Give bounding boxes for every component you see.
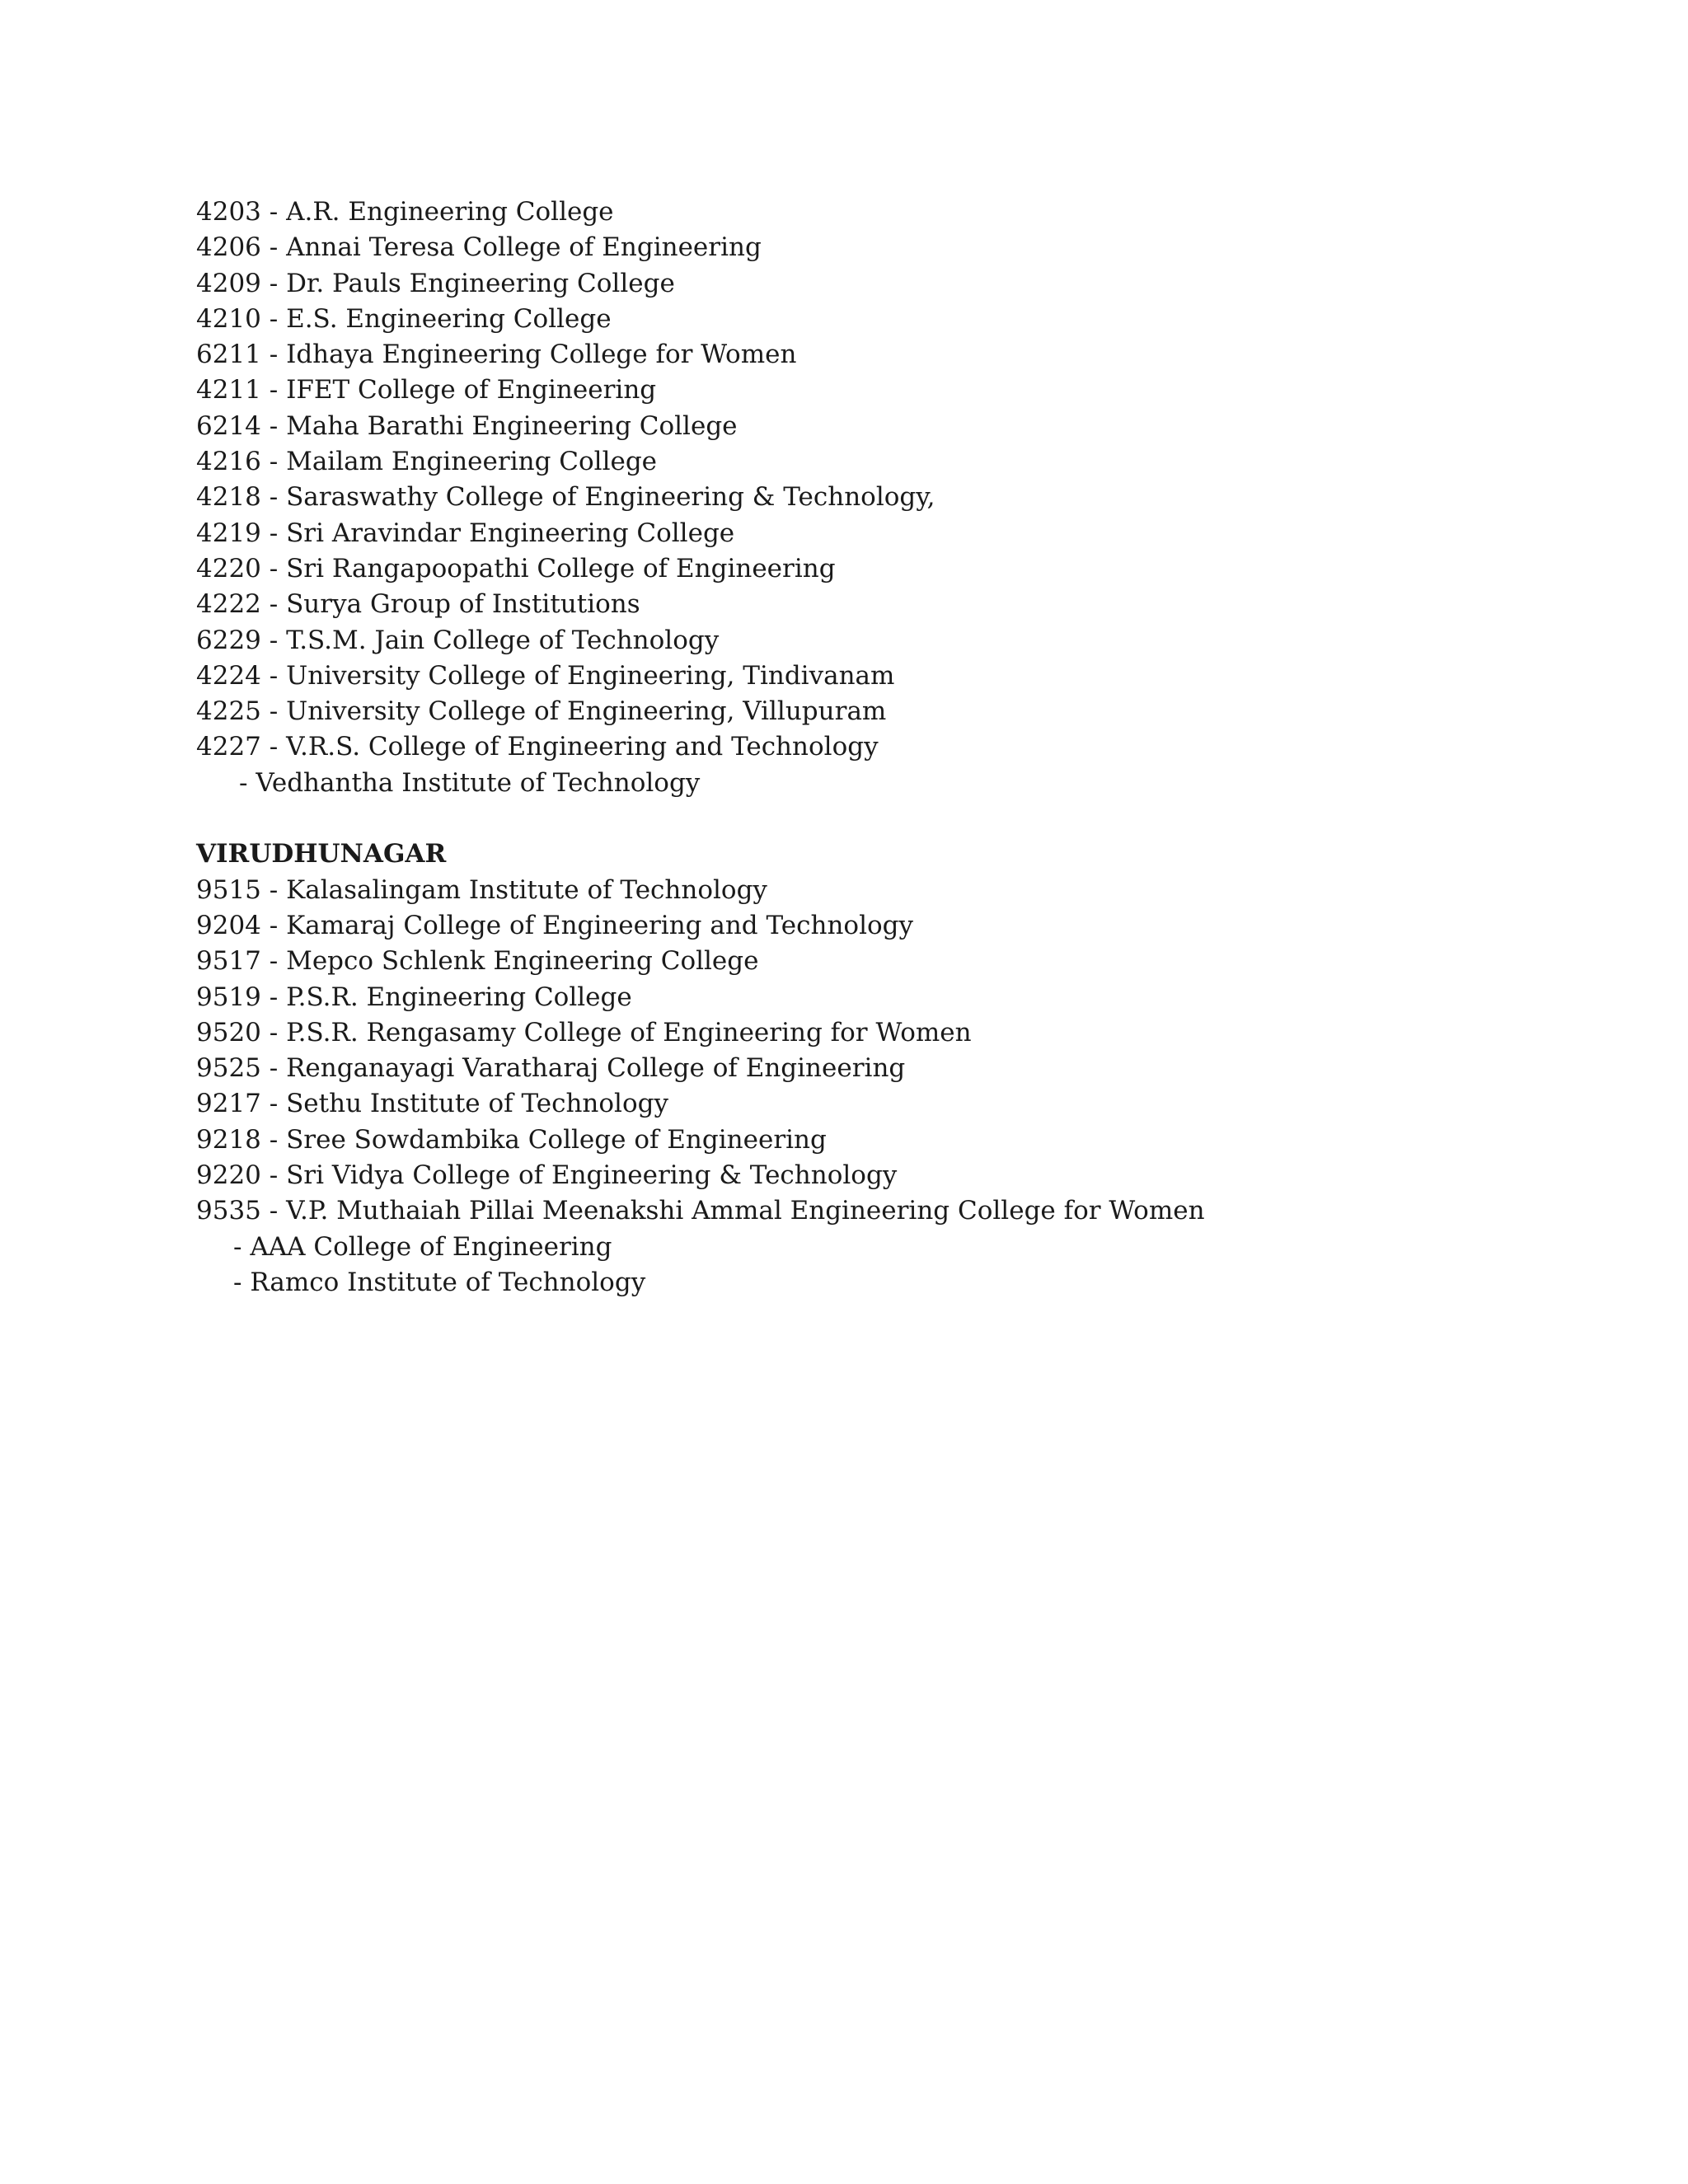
list-item: 9515 - Kalasalingam Institute of Technology (196, 874, 767, 905)
list-item: 9220 - Sri Vidya College of Engineering & Technology (196, 1160, 898, 1191)
list-item: 6214 - Maha Barathi Engineering College (196, 410, 738, 441)
list-item: 4225 - University College of Engineering, Villupuram (196, 696, 887, 727)
list-item-uncoded: - Vedhantha Institute of Technology (239, 767, 701, 798)
list-item: 4219 - Sri Aravindar Engineering College (196, 518, 735, 548)
list-item: 4224 - University College of Engineering, Tindivanam (196, 660, 895, 691)
list-item: 4206 - Annai Teresa College of Engineering (196, 232, 762, 263)
list-item: 9520 - P.S.R. Rengasamy College of Engineering for Women (196, 1017, 972, 1047)
list-item: 9519 - P.S.R. Engineering College (196, 982, 632, 1012)
list-item: 4209 - Dr. Pauls Engineering College (196, 268, 675, 298)
list-item: 4227 - V.R.S. College of Engineering and Technology (196, 732, 879, 762)
list-item: 6211 - Idhaya Engineering College for Women (196, 340, 797, 370)
list-item: 4216 - Mailam Engineering College (196, 447, 658, 477)
list-item: 9517 - Mepco Schlenk Engineering College (196, 946, 759, 977)
list-item: 4211 - IFET College of Engineering (196, 375, 657, 405)
list-item: 4210 - E.S. Engineering College (196, 303, 612, 334)
district-heading: VIRUDHUNAGAR (196, 839, 447, 869)
college-list (196, 194, 1597, 1301)
section-gap (196, 801, 1597, 837)
list-item: 9535 - V.P. Muthaiah Pillai Meenakshi Ammal Engineering College for Women (196, 1196, 1205, 1226)
list-item-uncoded: - Ramco Institute of Technology (233, 1267, 646, 1297)
list-item: 4218 - Saraswathy College of Engineering & Technology, (196, 482, 935, 513)
list-item: 9217 - Sethu Institute of Technology (196, 1089, 668, 1119)
list-item: 6229 - T.S.M. Jain College of Technology (196, 625, 720, 655)
list-item: 9218 - Sree Sowdambika College of Engineering (196, 1124, 827, 1155)
list-item-uncoded: - AAA College of Engineering (233, 1231, 612, 1262)
list-item: 4220 - Sri Rangapoopathi College of Engineering (196, 553, 836, 583)
list-item: 4203 - A.R. Engineering College (196, 197, 614, 227)
list-item: 9525 - Renganayagi Varatharaj College of Engineering (196, 1053, 906, 1084)
list-item: 4222 - Surya Group of Institutions (196, 589, 640, 620)
list-item: 9204 - Kamaraj College of Engineering and Technology (196, 910, 914, 940)
